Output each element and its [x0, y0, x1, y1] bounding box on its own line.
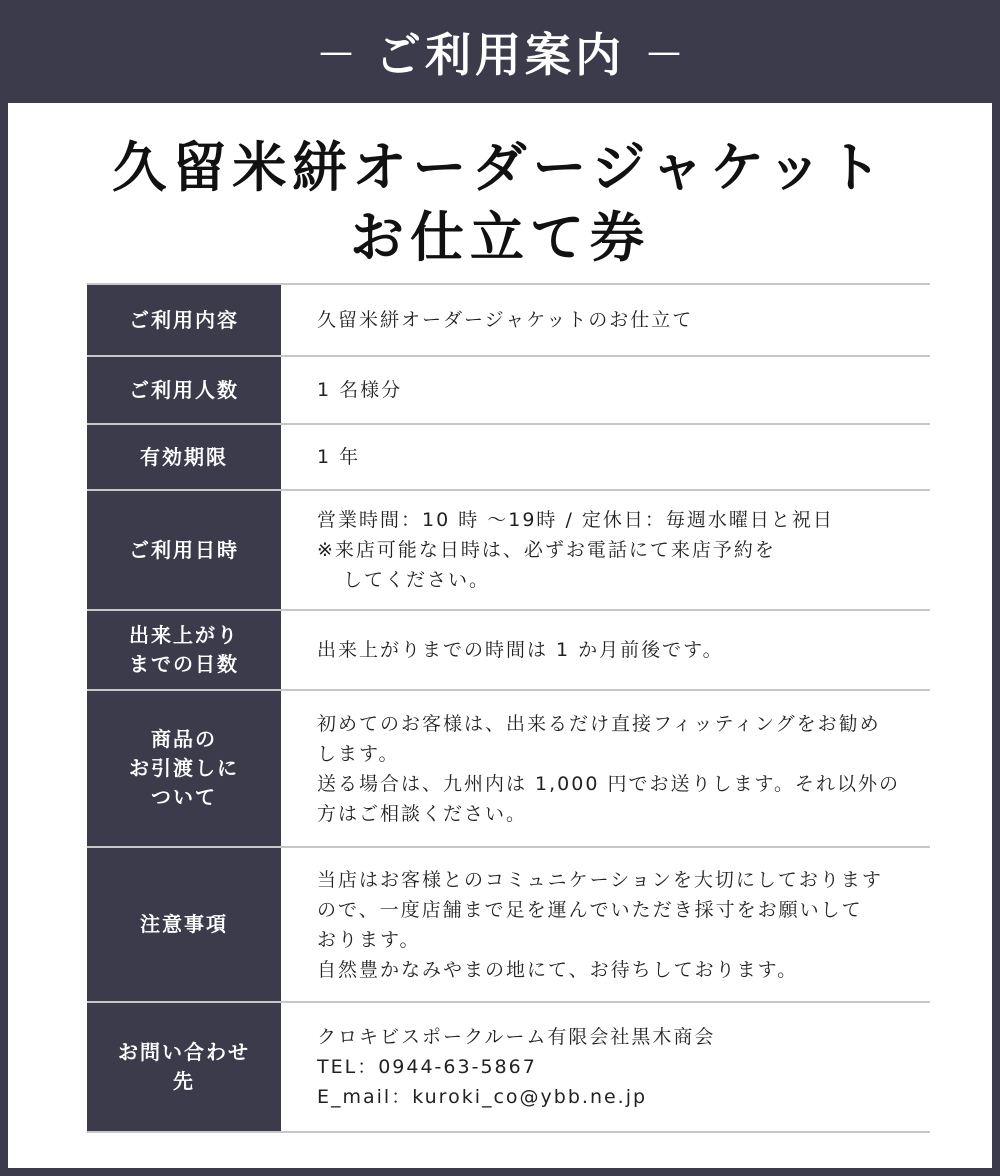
- table-row-delivery: [87, 690, 930, 847]
- row-label-text: お問い合わせ: [118, 1040, 250, 1064]
- info-table: [87, 283, 930, 1133]
- ticket-title-line1: 久留米絣オーダージャケット: [112, 136, 888, 199]
- table-row-notes: [87, 847, 930, 1002]
- row-value: [281, 284, 930, 356]
- row-value-text: ※来店可能な日時は、必ずお電話にて来店予約を: [317, 539, 776, 561]
- content-panel: [8, 103, 992, 1168]
- ticket-title-line2: お仕立て券: [350, 206, 650, 269]
- row-value-text: おります。: [317, 928, 421, 951]
- row-label-text: 商品の: [151, 727, 217, 751]
- row-label: [87, 847, 281, 1002]
- table-row-contact: [87, 1002, 930, 1132]
- table-row-validity: [87, 424, 930, 490]
- row-value-text: 初めてのお客様は、出来るだけ直接フィッティングをお勧め: [317, 712, 881, 735]
- header-bar: [0, 0, 1000, 103]
- row-value: [281, 847, 930, 1002]
- table-row-lead-time: [87, 610, 930, 690]
- table-row-people: [87, 356, 930, 424]
- contact-company: クロキビスポークルーム有限会社黒木商会: [317, 1026, 716, 1048]
- row-label-text: 注意事項: [140, 912, 228, 936]
- row-value-text: 1 名様分: [317, 379, 403, 401]
- row-value: [281, 610, 930, 690]
- row-value-text: してください。: [343, 569, 491, 591]
- contact-email: E_mail：kuroki_co@ybb.ne.jp: [317, 1086, 648, 1108]
- row-label: [87, 424, 281, 490]
- row-value-text: 当店はお客様とのコミュニケーションを大切にしております: [317, 868, 883, 891]
- row-label: [87, 610, 281, 690]
- table-row-hours: [87, 490, 930, 610]
- row-value-text: 方はご相談ください。: [317, 802, 528, 825]
- row-value-text: ので、一度店舗まで足を運んでいただき採寸をお願いして: [317, 898, 863, 921]
- row-value: [281, 424, 930, 490]
- row-value-text: 営業時間：10 時 〜19時 / 定休日：毎週水曜日と祝日: [317, 509, 834, 531]
- row-label: [87, 690, 281, 847]
- row-value-text: します。: [317, 742, 400, 765]
- row-label-text: までの日数: [129, 652, 239, 676]
- row-label-text: ご利用内容: [129, 307, 239, 332]
- row-label-text: ご利用人数: [129, 377, 239, 402]
- row-label-text: ついて: [151, 785, 217, 809]
- ticket-title: [8, 133, 992, 273]
- row-label: [87, 1002, 281, 1132]
- row-value: [281, 356, 930, 424]
- row-value: [281, 1002, 930, 1132]
- row-label: [87, 490, 281, 610]
- header-dash-left: —: [319, 31, 353, 72]
- header-title: ご利用案内: [375, 27, 625, 82]
- row-value-text: 自然豊かなみやまの地にて、お待ちしております。: [317, 958, 799, 981]
- row-label-text: 出来上がり: [129, 623, 239, 647]
- row-value: [281, 690, 930, 847]
- row-label-text: お引渡しに: [129, 756, 239, 780]
- row-value-text: 出来上がりまでの時間は 1 か月前後です。: [317, 639, 724, 661]
- row-value-text: 送る場合は、九州内は 1,000 円でお送りします。それ以外の: [317, 772, 900, 795]
- row-value-text: 1 年: [317, 446, 361, 468]
- row-label-text: 有効期限: [140, 444, 228, 469]
- table-row-usage: [87, 284, 930, 356]
- contact-phone: TEL：0944-63-5867: [317, 1056, 537, 1078]
- row-value: [281, 490, 930, 610]
- row-label: [87, 284, 281, 356]
- row-label-text: ご利用日時: [129, 537, 239, 562]
- row-label: [87, 356, 281, 424]
- header-dash-right: —: [647, 31, 681, 72]
- row-value-text: 久留米絣オーダージャケットのお仕立て: [317, 309, 694, 331]
- row-label-text: 先: [173, 1069, 195, 1093]
